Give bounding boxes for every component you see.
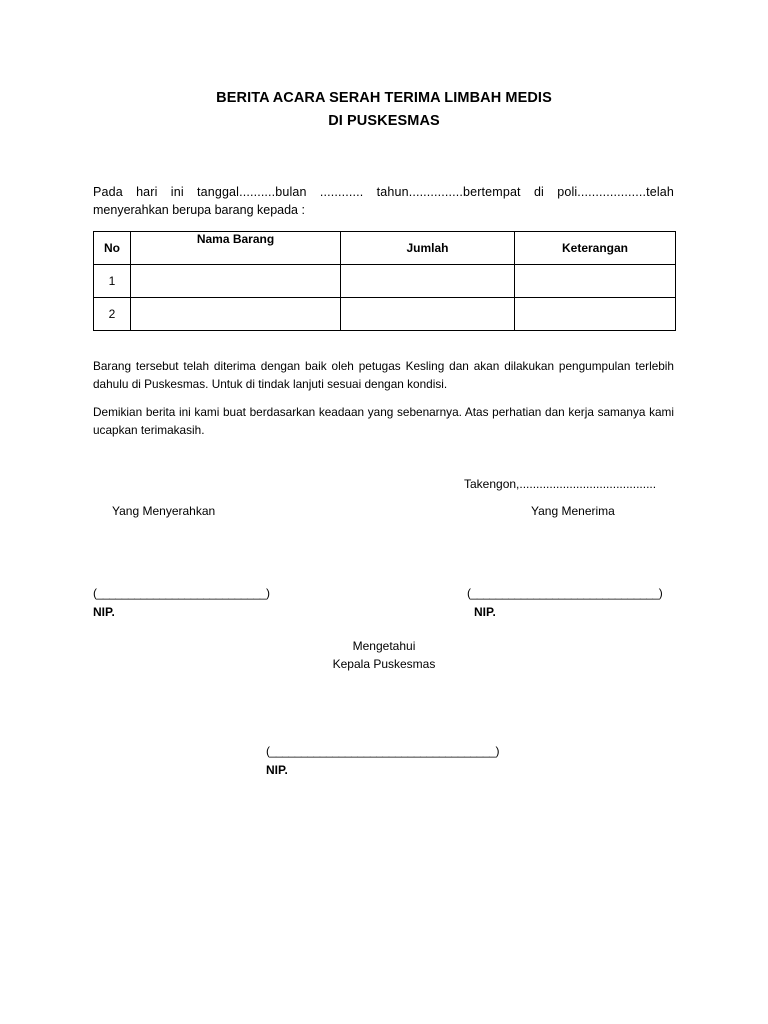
receiver-signature-line: (______________________________) bbox=[467, 586, 663, 600]
table-row bbox=[94, 265, 676, 298]
items-table bbox=[93, 231, 676, 331]
header-jumlah: Jumlah bbox=[341, 232, 515, 265]
giver-nip: NIP. bbox=[93, 605, 115, 619]
cell-nama-barang bbox=[131, 265, 341, 298]
cell-nama-barang bbox=[131, 298, 341, 331]
cell-no: 2 bbox=[94, 298, 131, 331]
head-nip: NIP. bbox=[266, 763, 288, 777]
receiver-nip: NIP. bbox=[474, 605, 496, 619]
header-no: No bbox=[94, 232, 131, 265]
intro-line-2: menyerahkan berupa barang kepada : bbox=[93, 203, 305, 217]
intro-line-1: Pada hari ini tanggal..........bulan ............ tahun...............bertempat di poli...................telah bbox=[93, 185, 674, 199]
cell-keterangan bbox=[515, 298, 676, 331]
cell-jumlah bbox=[341, 298, 515, 331]
header-nama-barang: Nama Barang bbox=[131, 232, 341, 265]
table-header-row bbox=[94, 232, 676, 265]
head-signature-line: (____________________________________) bbox=[266, 744, 500, 758]
cell-keterangan bbox=[515, 265, 676, 298]
acknowledge-label: Mengetahui bbox=[352, 639, 416, 653]
giver-label: Yang Menyerahkan bbox=[112, 504, 216, 518]
giver-signature-line: (___________________________) bbox=[93, 586, 270, 600]
receiver-label: Yang Menerima bbox=[531, 504, 615, 518]
paragraph-received: Barang tersebut telah diterima dengan baik oleh petugas Kesling dan akan dilakukan pengumpulan terlebih dahulu di Puskesmas. Untuk di tindak lanjuti sesuai dengan kondisi. bbox=[93, 359, 674, 391]
cell-no: 1 bbox=[94, 265, 131, 298]
document-subtitle: DI PUSKESMAS bbox=[328, 113, 440, 129]
cell-jumlah bbox=[341, 265, 515, 298]
table-row bbox=[94, 298, 676, 331]
paragraph-closing: Demikian berita ini kami buat berdasarkan keadaan yang sebenarnya. Atas perhatian dan kerja samanya kami ucapkan terimakasih. bbox=[93, 405, 674, 437]
header-keterangan: Keterangan bbox=[515, 232, 676, 265]
document-title: BERITA ACARA SERAH TERIMA LIMBAH MEDIS bbox=[216, 90, 552, 106]
head-label: Kepala Puskesmas bbox=[332, 657, 436, 671]
place-date: Takengon,......................................... bbox=[464, 477, 657, 491]
